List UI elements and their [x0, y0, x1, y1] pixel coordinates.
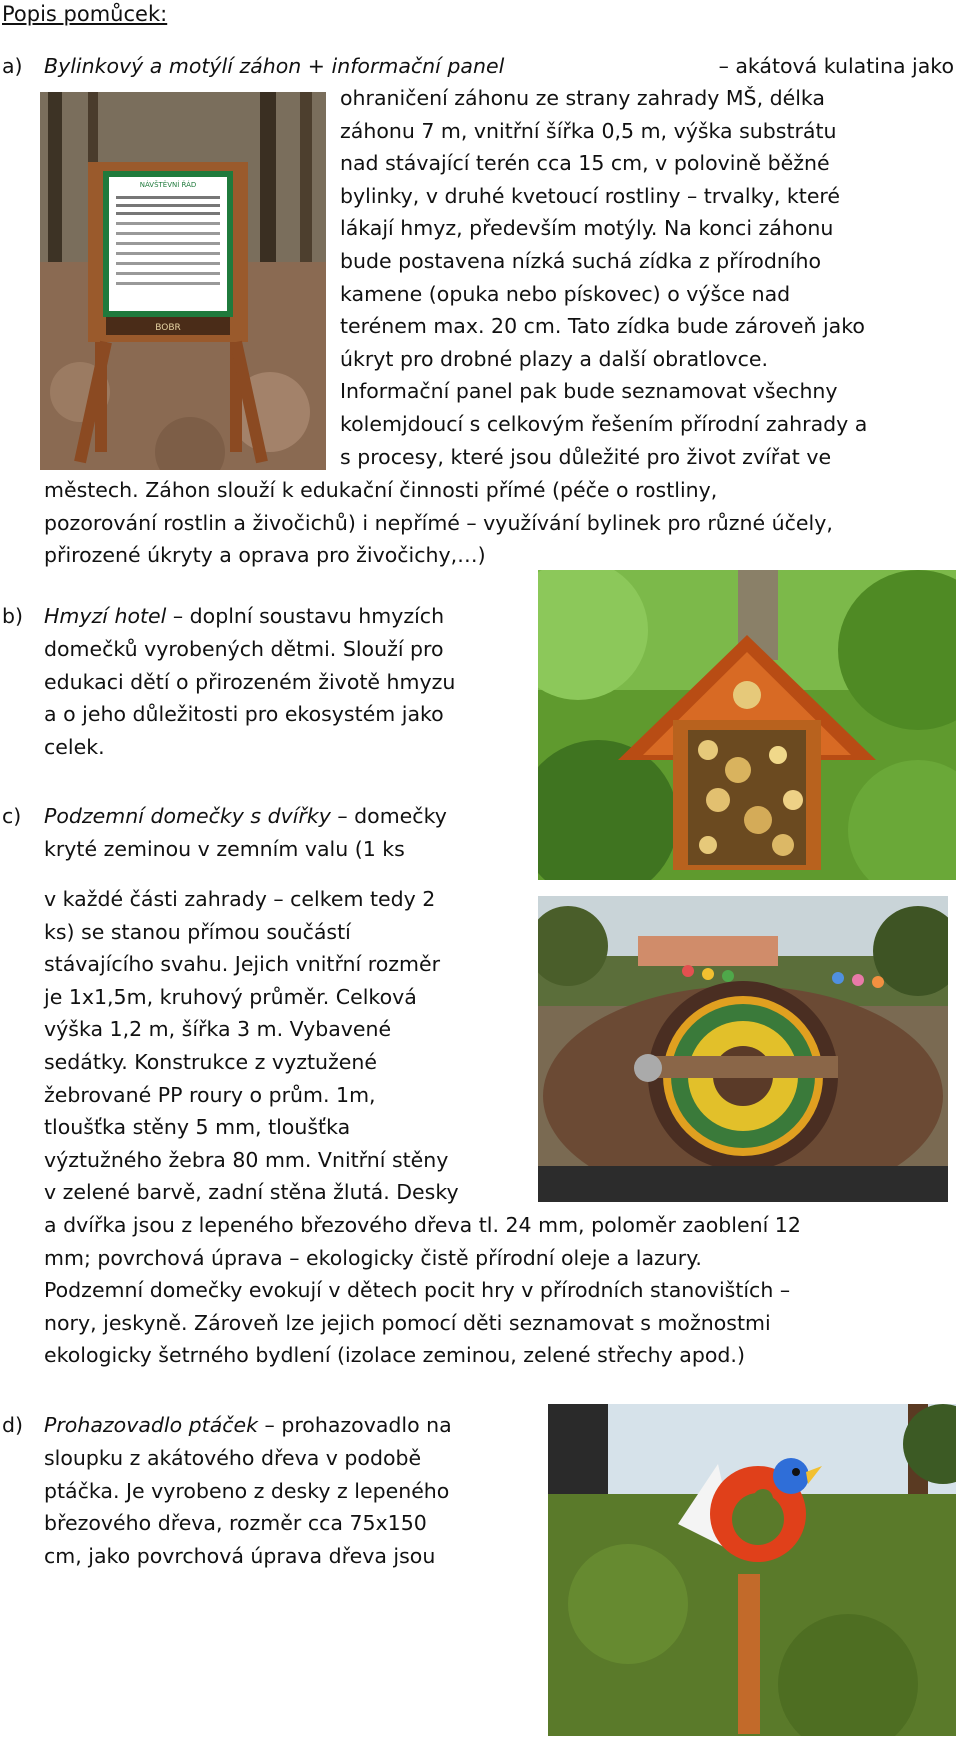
item-a-label: a)	[2, 54, 23, 78]
text-line: městech. Záhon slouží k edukační činnosti přímé (péče o rostliny,	[44, 478, 718, 502]
text-line: úkryt pro drobné plazy a další obratlovce.	[340, 346, 768, 371]
item-c-first-line	[44, 800, 516, 833]
item-d-first-line	[44, 1409, 526, 1442]
photo-underground-house	[538, 896, 948, 1202]
text-line: ptáčka. Je vyrobeno z desky z lepeného	[44, 1478, 450, 1503]
item-b-text	[44, 633, 516, 763]
text-line: ekologicky šetrného bydlení (izolace zeminou, zelené střechy apod.)	[44, 1343, 745, 1368]
photo-bird-ring-toss	[548, 1404, 956, 1736]
text-line: v každé části zahrady – celkem tedy 2	[44, 887, 436, 911]
page-heading: Popis pomůcek:	[2, 2, 168, 26]
text-line: edukaci dětí o přirozeném životě hmyzu	[44, 669, 456, 694]
text-line: pozorování rostlin a živočichů) i nepřímé – využívání bylinek pro různé účely,	[44, 510, 833, 535]
text-line: bylinky, v druhé kvetoucí rostliny – trvalky, které	[340, 183, 841, 208]
text-line: přirozené úkryty a oprava pro živočichy,…)	[44, 543, 486, 568]
item-d-label: d)	[2, 1413, 24, 1437]
item-b-title: Hmyzí hotel	[44, 604, 167, 628]
text-line: nory, jeskyně. Zároveň lze jejich pomocí děti seznamovat s možnostmi	[44, 1310, 771, 1335]
text-line: tloušťka stěny 5 mm, tloušťka	[44, 1115, 351, 1140]
item-d-text	[44, 1442, 526, 1572]
text-line: v zelené barvě, zadní stěna žlutá. Desky	[44, 1180, 459, 1205]
panel-board-footer: BOBR	[155, 323, 181, 333]
text-line: stávajícího svahu. Jejich vnitřní rozměr	[44, 952, 441, 977]
text-line: březového dřeva, rozměr cca 75x150	[44, 1511, 427, 1536]
item-d-title: Prohazovadlo ptáček	[44, 1413, 259, 1437]
text-line: bude postavena nízká suchá zídka z přírodního	[340, 248, 822, 273]
text-line: s procesy, které jsou důležité pro život zvířat ve	[340, 444, 832, 469]
text-line: sloupku z akátového dřeva v podobě	[44, 1446, 422, 1470]
text-line: výztužného žebra 80 mm. Vnitřní stěny	[44, 1147, 449, 1172]
text-line: cm, jako povrchová úprava dřeva jsou	[44, 1543, 436, 1568]
text-line: kamene (opuka nebo pískovec) o výšce nad	[340, 281, 791, 306]
text-line: záhonu 7 m, vnitřní šířka 0,5 m, výška substrátu	[340, 118, 837, 143]
item-c-label: c)	[2, 804, 22, 828]
text-line: výška 1,2 m, šířka 3 m. Vybavené	[44, 1017, 392, 1042]
item-d-first-text: – prohazovadlo na	[258, 1413, 452, 1437]
item-a-title: Bylinkový a motýlí záhon + informační panel	[44, 54, 505, 78]
item-c-full-text	[44, 1209, 954, 1372]
photo-insect-hotel	[538, 570, 956, 880]
text-line: lákají hmyz, především motýly. Na konci záhonu	[340, 216, 834, 241]
photo-information-panel	[40, 92, 326, 470]
item-c-text-mid	[44, 883, 516, 1209]
text-line: a dvířka jsou z lepeného březového dřeva tl. 24 mm, poloměr zaoblení 12	[44, 1213, 801, 1237]
text-line: a o jeho důležitosti pro ekosystém jako	[44, 702, 444, 727]
text-line: žebrované PP roury o prům. 1m,	[44, 1082, 376, 1107]
text-line: kryté zeminou v zemním valu (1 ks	[44, 837, 405, 861]
text-line: domečků vyrobených dětmi. Slouží pro	[44, 637, 444, 661]
text-line: mm; povrchová úprava – ekologicky čistě přírodní oleje a lazury.	[44, 1245, 702, 1270]
item-a-full-text	[44, 474, 954, 572]
text-line: terénem max. 20 cm. Tato zídka bude zároveň jako	[340, 314, 865, 339]
item-b-first-text: – doplní soustavu hmyzích	[166, 604, 445, 628]
item-a-first-text: – akátová kulatina jako	[718, 54, 954, 78]
text-line: celek.	[44, 734, 105, 759]
text-line: je 1x1,5m, kruhový průměr. Celková	[44, 984, 417, 1009]
text-line: nad stávající terén cca 15 cm, v polovině běžné	[340, 151, 830, 176]
item-a-wrap-text	[340, 82, 954, 473]
text-line: sedátky. Konstrukce z vyztužené	[44, 1049, 377, 1074]
item-b-label: b)	[2, 604, 24, 628]
text-line: ohraničení záhonu ze strany zahrady MŠ, délka	[340, 86, 825, 110]
item-a-first-line	[44, 50, 954, 83]
panel-board-title: NÁVŠTĚVNÍ ŘÁD	[139, 181, 197, 189]
text-line: Podzemní domečky evokují v dětech pocit hry v přírodních stanovištích –	[44, 1278, 791, 1303]
text-line: kolemjdoucí s celkovým řešením přírodní zahrady a	[340, 411, 868, 436]
item-c-title: Podzemní domečky s dvířky	[44, 804, 331, 828]
item-b-first-line	[44, 600, 516, 633]
item-c-first-text: – domečky	[330, 804, 447, 828]
item-c-text-top	[44, 833, 516, 866]
text-line: Informační panel pak bude seznamovat všechny	[340, 379, 838, 404]
text-line: ks) se stanou přímou součástí	[44, 919, 351, 944]
